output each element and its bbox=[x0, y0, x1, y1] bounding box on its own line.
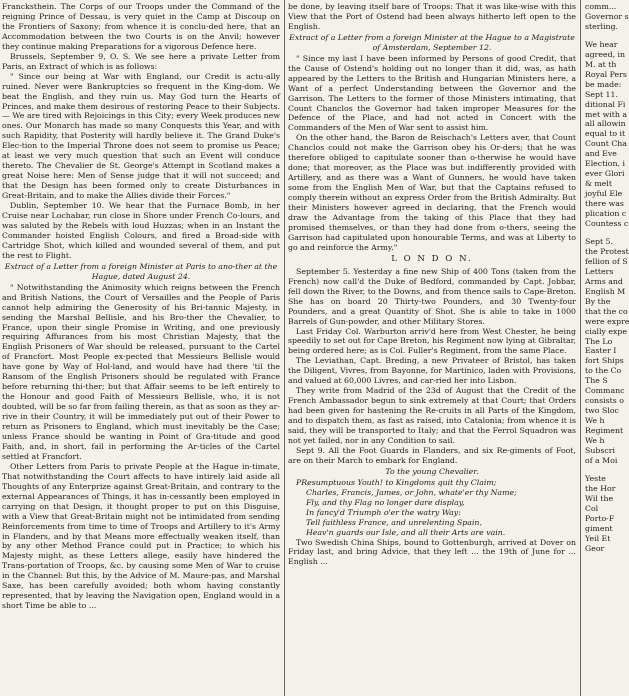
mid-paragraph: Sept 9. All the Foot Guards in Flanders, and six Re-giments of Foot, are on their March to embark for England. bbox=[288, 445, 576, 465]
mid-paragraph: The Leviathan, Capt. Breding, a new Privateer of Bristol, has taken the Diligent, Vivres, from Bayonne, for Martinico, laden with Provisions, and valued at 60,000 Livres, and car-ried her into Lisbon. bbox=[288, 356, 576, 386]
right-fragment: consists o bbox=[585, 396, 624, 406]
mid-paragraph: Extract of a Letter from a foreign Minister at the Hague to a Magistrate of Amsterdam, September 12. bbox=[289, 32, 575, 52]
mid-paragraph: They write from Madrid of the 23d of August that the Credit of the French Ambassador begun to sink extremely at that Court; that Orders had been given for hastening the Re-cruits in all Parts of the Kingdom, and to dispatch them, as fast as raised, into Catalonia; from whence it is said, they will be transported to Italy; and that the Ferrol Squadron was not yet failed, nor in any Condition to sail. bbox=[288, 386, 576, 445]
right-fragment: Count Cha bbox=[585, 139, 627, 149]
right-fragment: were expre bbox=[585, 316, 629, 326]
mid-paragraph: Fly, and thy Flag no longer dare display, bbox=[306, 497, 465, 507]
right-fragment: Countess c bbox=[585, 219, 629, 229]
right-fragment: be made: bbox=[585, 79, 622, 89]
mid-paragraph: Last Friday Col. Warburton arriv'd here from West Chester, he being speedily to set out for Cape Breton, his Regiment now lying at Gibraltar, being ordered here; as is Col. Fuller's Regiment, from the same Place. bbox=[288, 326, 576, 356]
right-fragment: The Lo bbox=[585, 336, 613, 346]
right-fragment: to the Co bbox=[585, 366, 622, 376]
right-fragment: We hear bbox=[585, 39, 618, 49]
right-fragment: & melt bbox=[585, 179, 613, 189]
right-fragment: met with a bbox=[585, 109, 628, 119]
mid-paragraph: be done, by leaving itself bare of Troops: That it was like-wise with this View that the Port of Ostend had been always hitherto left open to the English. bbox=[288, 2, 576, 31]
left-paragraph: Other Letters from Paris to private People at the Hague in-timate, That notwithstanding the Court affects to have intirely laid aside all Thoughts of any Enterprize against Great-Britain, and contrary to the external Appearances of Things, it has in-cessantly been employed in carrying on that Design, it thought proper to put on this Disguise, with a View that Great-Britain might not be intimidated from sending Reinforcements from time to time of Troops and Artillery to it's Army in Flanders, and by that Means more effectually weaken itself, than by any other Method France could put in Practice; to which his Majesty might, as these Letters allege, easily have hindered the Trans-portation of Troops, &c. by causing some Men of War to cruise in the Channel: But this, by the Advice of M. Maure-pas, and Marshal Saxe, has been carefully avoided; both whom having constantly represented, that by leaving the Navigation open, England would in a short Time be able to ... bbox=[2, 461, 280, 611]
right-fragment: giment bbox=[585, 523, 613, 533]
right-fragment: fort Ships bbox=[585, 356, 624, 366]
right-fragment: Royal Pers bbox=[585, 69, 627, 79]
mid-paragraph: " Since my last I have been informed by Persons of good Credit, that the Cause of Ostend's holding out no longer than it did, was, as hath appeared by the Letters to the British and Hungarian Ministers here, a Want of a perfect Understanding between the Governor and the Garrison. The Letters to the former of those Ministers intimating, that Count Chanclos the Governor had taken improper Measures for the Defence of the Place, and had not acted in Concert with the Commanders of the Men of War sent to assist him. bbox=[288, 53, 576, 133]
right-fragment: Geor bbox=[585, 543, 605, 553]
right-fragment: that the co bbox=[585, 306, 628, 316]
right-fragment: fellion of S bbox=[585, 256, 628, 266]
right-fragment: of a Moi bbox=[585, 455, 618, 465]
right-fragment: comm... bbox=[585, 2, 617, 11]
right-fragment: the Hor bbox=[585, 483, 616, 493]
mid-paragraph: PResumptuous Youth! to Kingdoms quit thy Claim; bbox=[296, 477, 497, 487]
left-paragraph: " Notwithstanding the Animosity which reigns between the French and British Nations, the Court of Versailles and the People of Paris cannot help admiring the Generosity of his Bri-tannic Majesty, in sending the Marshal Bellisle, and his Bro-ther the Chevalier, to France, upon their single Promise in Writing, and one previously requiring Affurances from his most Christian Majesty, that the English Prisoners of War should be released, pursuant to the Cartel of Francfort. Most People ex-pected that Messieurs Bellisle would have gone by Way of Hol-land, and would have had there 'til the Ransom of the English Prisoners should be regulated with France before returning thi-ther; but that Affair seems to be left entirely to the Honour and good Faith of Messieurs Bellisle, who, it is not doubted, will be so far from failing therein, as that as soon as they ar-rive in their Country, it will be immediately put out of their Power to return as Prisoners to England, which must inevitably be the Case; unless France should be wanting in Point of Gra-titude and good Faith, and, in short, fail in performing the Ar-ticles of the Cartel settled at Francfort. bbox=[2, 282, 280, 461]
right-fragment: equal to it bbox=[585, 129, 626, 139]
right-fragment: ever Glori bbox=[585, 169, 625, 179]
right-fragment: Arms and bbox=[585, 276, 623, 286]
right-fragment: two Sloc bbox=[585, 406, 619, 416]
right-fragment: Easter I bbox=[585, 346, 617, 356]
column-rule-left bbox=[284, 0, 285, 696]
right-fragment: Governor s bbox=[585, 11, 629, 21]
right-fragment: sterling. bbox=[585, 21, 618, 31]
right-fragment: By the bbox=[585, 296, 611, 306]
right-fragment: Col bbox=[585, 503, 599, 513]
right-fragment: Subscri bbox=[585, 445, 615, 455]
left-paragraph: Dublin, September 10. We hear that the Furnace Bomb, in her Cruise near Lochabar, run close in Shore under French Co-lours, and was saluted by the Rebels with loud Huzzas; when in an Instant the Commander hoisted English Colours, and fired a Broad-side with Cartridge Shot, which killed and wounded several of them, and put the rest to Flight. bbox=[2, 201, 280, 260]
right-fragment: Wil the bbox=[585, 493, 614, 503]
mid-paragraph: Two Swedish China Ships, bound to Gottenburgh, arrived at Dover on Friday last, and bring Advice, that they left ... the 19th of June for ... English ... bbox=[288, 537, 576, 567]
right-fragment: Yeil Et bbox=[585, 533, 611, 543]
left-paragraph: Brussels, September 9, O. S. We see here a private Letter from Paris, an Extract of which is as follows: bbox=[2, 51, 280, 71]
mid-paragraph: Heav'n guards our Isle, and all their Arts are vain. bbox=[306, 527, 506, 537]
mid-paragraph: September 5. Yesterday a fine new Ship of 400 Tons (taken from the French) now call'd the Duke of Bedford, commanded by Capt. Jobbar, fell down the River, to the Downs, and from thence sails to Cape-Breton. She has on board 20 Thirty-two Pounders, and 30 Twenty-four Pounders, and a great Quantity of Shot. She is able to take in 1000 Barrels of Gun-powder, and other Military Stores. bbox=[288, 266, 576, 326]
right-fragment: Porto-F bbox=[585, 513, 615, 523]
right-fragment: The S bbox=[585, 376, 608, 386]
right-fragment: Yeste bbox=[585, 473, 606, 483]
right-fragment: there was bbox=[585, 199, 624, 209]
right-fragment: the Protest bbox=[585, 246, 629, 256]
column-rule-right bbox=[580, 0, 581, 696]
mid-paragraph: Charles, Francis, James, or John, whate'er thy Name; bbox=[306, 487, 517, 497]
left-paragraph: Extract of a Letter from a foreign Minister at Paris to ano-ther at the Hague, dated August 24. bbox=[4, 261, 278, 281]
right-fragment: cially expe bbox=[585, 326, 627, 336]
left-paragraph: Francksthein. The Corps of our Troops under the Command of the reigning Prince of Dessau, is very quiet in the Camp at Discoup on the Frontiers of Saxony; from whence it is conclu-ded here, that an Accommodation between the two Courts is on the Anvil; however they continue making Preparations for a vigorous Defence here. bbox=[2, 2, 280, 51]
right-fragment: agreed, in bbox=[585, 49, 626, 59]
right-fragment: ditional Fi bbox=[585, 99, 626, 109]
middle-column bbox=[288, 2, 576, 694]
right-fragment: plication c bbox=[585, 209, 627, 219]
mid-paragraph: L O N D O N. bbox=[391, 253, 473, 264]
mid-paragraph: On the other hand, the Baron de Reischach's Letters aver, that Count Chanclos could not make the Garrison obey his Or-ders; that he was therefore obliged to capitulate sooner than o-therwise he would have done; that moreover, as the Place was but indifferently provided with Artillery, and as there was a Want of Gunners, he would have taken some from the English Men of War, but that the Captains refused to comply therein without an express Order from the British Admiralty. But their Ministers however agreed in declaring, that the French would draw the Advantage from the taking of this Place that they had promised themselves, or than they had done from o-thers, seeing the Garrison had capitulated upon honourable Terms, and was at Liberty to go and reinforce the Army." bbox=[288, 133, 576, 252]
left-paragraph: " Since our being at War with England, our Credit is actu-ally ruined. Never were Bankruptcies so frequent in the King-dom. We beat the English, and they ruin us. May God turn the Hearts of Princes, and make them desirous of restoring Peace to their Subjects. — We are tired with Rejoicings in this City; every Week produces new ones. Our Monarch has made so many Conquests this Year, and with such Rapidity, that Posterity will hardly believe it. The Grand Duke's Elec-tion to the Imperial Throne does not seem to promise us Peace; at least we very much question that such an Event will conduce thereto. The Chevalier de St. George's Attempt in Scotland makes a great Noise here: Men of Sense judge that it will not succeed; and that the Design has been formed only to create Disturbances in Great-Britain, and to make the Allies divide their Forces." bbox=[2, 71, 280, 201]
right-fragment: all allowin bbox=[585, 119, 626, 129]
right-fragment: We h bbox=[585, 436, 605, 446]
right-fragment: Regiment bbox=[585, 426, 624, 436]
right-fragment: We h bbox=[585, 416, 605, 426]
right-fragment: joyful Ele bbox=[585, 189, 623, 199]
right-fragment: Sept 11. bbox=[585, 89, 618, 99]
mid-paragraph: To the young Chevalier. bbox=[385, 466, 479, 476]
right-fragment: English M bbox=[585, 286, 626, 296]
right-fragment: Commanc bbox=[585, 386, 625, 396]
right-fragment: and Eve bbox=[585, 149, 617, 159]
mid-paragraph: Tell faithless France, and unrelenting Spain, bbox=[306, 517, 482, 527]
right-fragment: Election, i bbox=[585, 159, 625, 169]
right-fragment: Letters bbox=[585, 266, 614, 276]
right-column bbox=[585, 2, 629, 694]
left-column bbox=[2, 2, 280, 694]
right-fragment: M. at th bbox=[585, 59, 617, 69]
mid-paragraph: In fancy'd Triumph o'er the watry Way: bbox=[306, 507, 461, 517]
right-fragment: Sept 5. bbox=[585, 236, 613, 246]
